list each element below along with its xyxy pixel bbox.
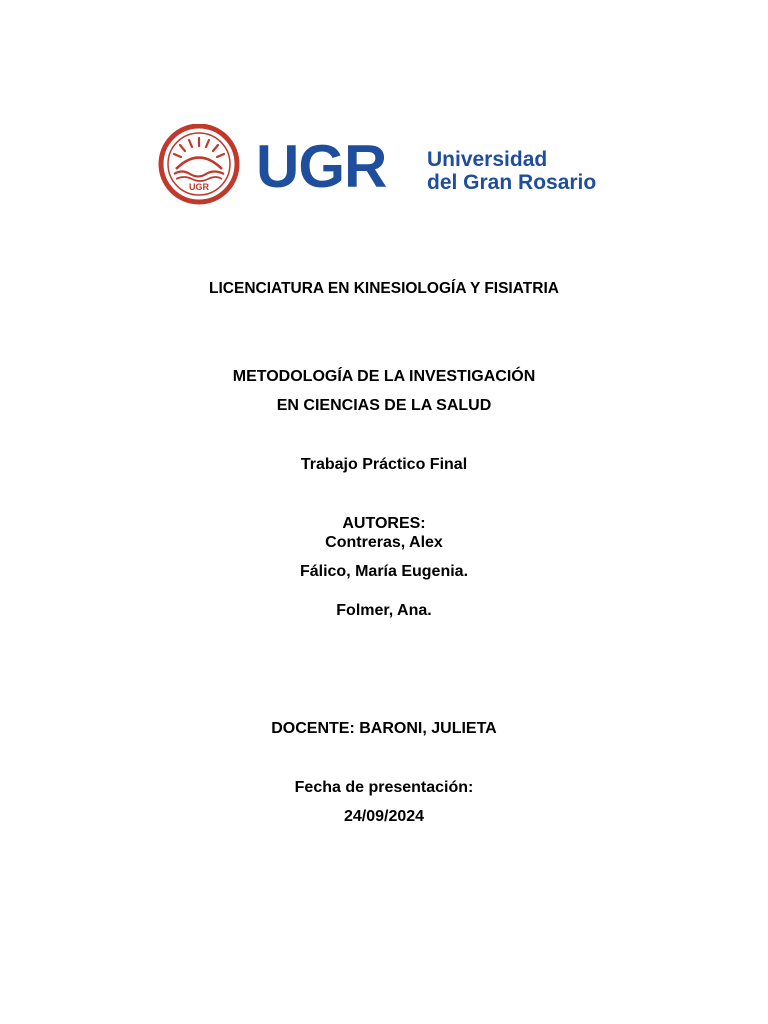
degree-title: LICENCIATURA EN KINESIOLOGÍA Y FISIATRIA: [209, 280, 559, 297]
presentation-date-label: Fecha de presentación:: [294, 779, 474, 796]
document-type: Trabajo Práctico Final: [300, 456, 468, 473]
subject-title-line-1: METODOLOGÍA DE LA INVESTIGACIÓN: [232, 368, 536, 385]
logo-name-line-2: del Gran Rosario: [427, 171, 597, 194]
presentation-date: 24/09/2024: [343, 808, 425, 825]
author-name: Fálico, María Eugenia.: [299, 563, 469, 580]
authors-label: AUTORES:: [342, 515, 426, 532]
teacher-line: DOCENTE: BARONI, JULIETA: [271, 720, 497, 737]
logo-name-line-1: Universidad: [427, 148, 548, 171]
seal-text: UGR: [189, 182, 209, 192]
author-name: Folmer, Ana.: [336, 602, 432, 619]
author-name: Contreras, Alex: [325, 534, 443, 551]
logo-wordmark: UGR: [256, 133, 387, 200]
subject-title-line-2: EN CIENCIAS DE LA SALUD: [276, 397, 492, 414]
university-seal: [161, 126, 237, 202]
university-logo: [156, 124, 606, 206]
